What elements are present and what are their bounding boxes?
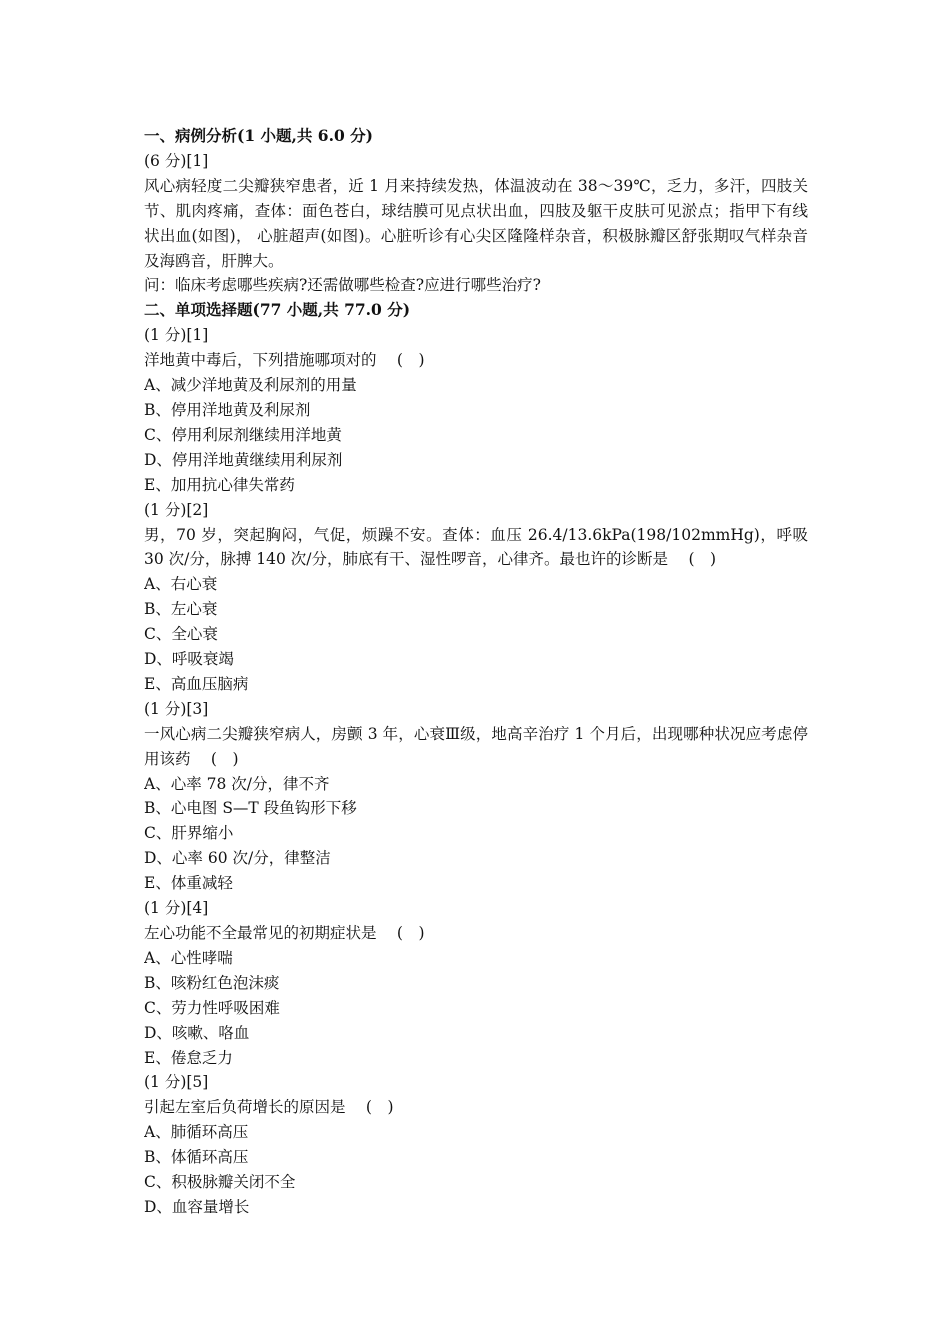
option-e: E、加用抗心律失常药 <box>144 475 295 494</box>
option-a: A、减少洋地黄及利尿剂的用量 <box>144 376 357 395</box>
document-page <box>144 124 808 1220</box>
option-c: C、积极脉瓣关闭不全 <box>144 1173 296 1192</box>
option-a: A、心率 78 次/分，律不齐 <box>144 774 330 793</box>
option-d: D、咳嗽、咯血 <box>144 1023 250 1042</box>
question-stem: 一风心病二尖瓣狭窄病人，房颤 3 年，心衰Ⅲ级，地高辛治疗 1 个月后，出现哪种状况应考虑停用该药 ( ) <box>144 724 808 768</box>
option-a: A、心性哮喘 <box>144 948 233 967</box>
question-score: (1 分)[5] <box>144 1073 209 1092</box>
section-1-title: 一、病例分析(1 小题,共 6.0 分) <box>144 126 374 145</box>
option-b: B、停用洋地黄及利尿剂 <box>144 400 311 419</box>
question-stem: 男，70 岁，突起胸闷，气促，烦躁不安。查体：血压 26.4/13.6kPa(198/102mmHg)，呼吸 30 次/分，脉搏 140 次/分，肺底有干、湿性啰音，心律齐。最也许的诊断是 ( ) <box>144 525 808 569</box>
question-score: (1 分)[1] <box>144 326 209 345</box>
option-c: C、全心衰 <box>144 625 218 644</box>
option-d: D、呼吸衰竭 <box>144 650 234 669</box>
question-3 <box>144 697 808 896</box>
question-1 <box>144 323 808 497</box>
question-score: (1 分)[3] <box>144 699 209 718</box>
option-d: D、心率 60 次/分，律整洁 <box>144 849 331 868</box>
question-5 <box>144 1070 808 1219</box>
question-stem: 左心功能不全最常见的初期症状是 ( ) <box>144 924 425 942</box>
option-e: E、倦怠乏力 <box>144 1048 233 1067</box>
case-text: 风心病轻度二尖瓣狭窄患者，近 1 月来持续发热，体温波动在 38～39℃，乏力，多汗，四肢关节、肌肉疼痛，查体：面色苍白，球结膜可见点状出血，四肢及躯干皮肤可见淤点；指甲下有线状出血(如图)， 心脏超声(如图)。心脏听诊有心尖区隆隆样杂音，积极脉瓣区舒张期叹气样杂音及海鸥音，肝脾大。 <box>144 176 808 270</box>
option-d: D、血容量增长 <box>144 1197 250 1216</box>
option-e: E、体重减轻 <box>144 874 233 893</box>
option-b: B、体循环高压 <box>144 1148 249 1167</box>
question-2 <box>144 498 808 697</box>
question-score: (1 分)[4] <box>144 899 209 918</box>
section-2-title: 二、单项选择题(77 小题,共 77.0 分) <box>144 300 411 320</box>
option-b: B、咳粉红色泡沫痰 <box>144 973 280 992</box>
case-score: (6 分)[1] <box>144 151 209 170</box>
option-b: B、心电图 S—T 段鱼钩形下移 <box>144 799 357 818</box>
option-a: A、肺循环高压 <box>144 1123 249 1142</box>
option-d: D、停用洋地黄继续用利尿剂 <box>144 450 343 469</box>
question-4 <box>144 896 808 1070</box>
question-stem: 洋地黄中毒后，下列措施哪项对的 ( ) <box>144 351 425 370</box>
option-a: A、右心衰 <box>144 575 218 594</box>
option-b: B、左心衰 <box>144 600 218 619</box>
option-c: C、劳力性呼吸困难 <box>144 998 280 1017</box>
question-score: (1 分)[2] <box>144 500 209 519</box>
option-e: E、高血压脑病 <box>144 674 249 693</box>
option-c: C、停用利尿剂继续用洋地黄 <box>144 425 342 444</box>
question-stem: 引起左室后负荷增长的原因是 ( ) <box>144 1098 394 1117</box>
case-question: 问：临床考虑哪些疾病?还需做哪些检查?应进行哪些治疗? <box>144 276 541 295</box>
option-c: C、肝界缩小 <box>144 824 234 843</box>
